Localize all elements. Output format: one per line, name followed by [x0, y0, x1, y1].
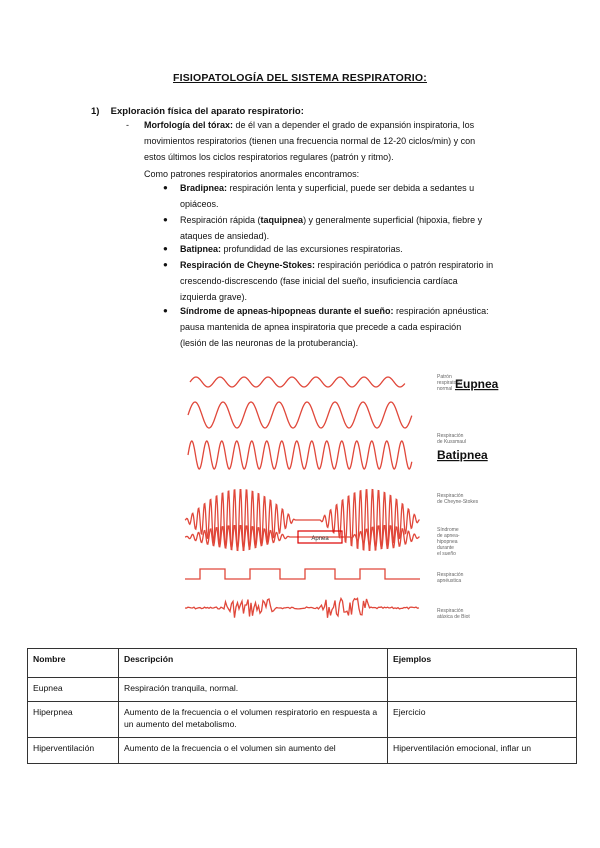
cell-ejemplos: [388, 678, 577, 702]
label-line: de Kussmaul: [437, 439, 466, 445]
section-number: 1): [91, 106, 100, 117]
pattern-label: taquipnea: [260, 215, 304, 225]
label-line: hipopnea: [437, 539, 458, 545]
wave-eupnea: [190, 377, 405, 387]
cell-nombre: Hiperpnea: [28, 702, 119, 738]
pattern-text: ) y generalmente superficial (hipoxia, fiebre y: [303, 215, 483, 225]
pattern-text: Respiración rápida (: [180, 215, 261, 225]
label-line: de Cheyne-Stokes: [437, 499, 479, 505]
section-title: Exploración física del aparato respiratorio:: [110, 106, 304, 117]
bullet-dot: ●: [163, 306, 168, 315]
pattern-text: ataques de ansiedad).: [180, 231, 270, 242]
label-line: Respiración: [437, 433, 464, 439]
pattern-text: respiración lenta y superficial, puede ser debida a sedantes u: [227, 183, 475, 193]
pattern-cheyne-stokes: [180, 257, 540, 306]
pattern-label: Batipnea:: [180, 244, 222, 254]
morfologia-label: Morfología del tórax:: [144, 120, 234, 130]
pattern-batipnea: [180, 241, 540, 257]
wave-biot: [185, 598, 419, 617]
bullet-dot: ●: [163, 244, 168, 253]
bullet-dot: ●: [163, 215, 168, 224]
bullet-dot: ●: [163, 183, 168, 192]
pattern-text: (lesión de las neuronas de la protuberancia).: [180, 338, 359, 349]
cell-descripcion: Respiración tranquila, normal.: [119, 678, 388, 702]
table-row: [28, 678, 577, 702]
label-biot: [437, 608, 470, 620]
morfologia-paragraph: [144, 117, 534, 182]
pattern-text: crescendo-discrescendo (fase inicial del sueño, insuficiencia cardíaca: [180, 276, 458, 287]
respiration-table: [27, 648, 577, 764]
label-line: durante: [437, 545, 454, 551]
patrones-intro: Como patrones respiratorios anormales encontramos:: [144, 168, 360, 179]
header-ejemplos: Ejemplos: [388, 649, 577, 678]
label-line: Respiración: [437, 493, 464, 499]
cell-descripcion: Aumento de la frecuencia o el volumen respiratorio en respuesta a un aumento del metabolismo.: [119, 702, 388, 738]
bullet-dot: ●: [163, 260, 168, 269]
cell-nombre: Hiperventilación: [28, 738, 119, 764]
handwritten-eupnea: Eupnea: [455, 377, 499, 391]
section-heading: [91, 106, 304, 117]
wave-kussmaul: [188, 402, 412, 428]
wave-apneustica: [185, 569, 420, 579]
label-line: Respiración: [437, 608, 464, 614]
pattern-taquipnea: [180, 212, 540, 244]
table-row: [28, 702, 577, 738]
header-nombre: Nombre: [28, 649, 119, 678]
pattern-label: Respiración de Cheyne-Stokes:: [180, 260, 316, 270]
morfologia-text-2: movimientos respiratorios (tienen una frecuencia normal de 12-20 ciclos/min) y con: [144, 136, 476, 147]
pattern-text: izquierda grave).: [180, 292, 248, 303]
pattern-text: opiáceos.: [180, 199, 219, 210]
label-kussmaul: [437, 433, 466, 445]
table-header-row: [28, 649, 577, 678]
morfologia-text-3: estos últimos los ciclos respiratorios regulares (patrón y ritmo).: [144, 152, 394, 163]
label-line: Síndrome: [437, 527, 459, 533]
label-apneustica: [437, 572, 464, 584]
header-descripcion: Descripción: [119, 649, 388, 678]
pattern-apnea-sueno: [180, 303, 540, 352]
morfologia-text-1: de él van a depender el grado de expansión inspiratoria, los: [233, 120, 475, 130]
cell-ejemplos: Ejercicio: [388, 702, 577, 738]
pattern-text: profundidad de las excursiones respiratorias.: [221, 244, 403, 254]
label-line: respiratorio: [437, 380, 463, 386]
label-line: el sueño: [437, 551, 456, 557]
dash-bullet: -: [126, 120, 129, 130]
handwritten-batipnea: Batipnea: [437, 448, 488, 462]
table-row: [28, 738, 577, 764]
pattern-label: Bradipnea:: [180, 183, 228, 193]
label-line: atáxica de Biot: [437, 614, 470, 620]
apnea-box-label: Apnea: [311, 536, 329, 542]
label-apnea-hipopnea: [437, 527, 460, 557]
cell-descripcion: Aumento de la frecuencia o el volumen sin aumento del: [119, 738, 388, 764]
pattern-bradipnea: [180, 180, 540, 212]
label-line: de apnea-: [437, 533, 460, 539]
cell-ejemplos: Hiperventilación emocional, inflar un: [388, 738, 577, 764]
label-line: apnéustica: [437, 578, 462, 584]
wave-batipnea: [188, 441, 412, 469]
pattern-text: respiración apnéustica:: [393, 306, 489, 316]
pattern-text: respiración periódica o patrón respiratorio in: [315, 260, 494, 270]
label-line: Respiración: [437, 572, 464, 578]
breathing-patterns-figure: [180, 365, 600, 635]
pattern-label: Síndrome de apneas-hipopneas durante el sueño:: [180, 306, 394, 316]
document-title: FISIOPATOLOGÍA DEL SISTEMA RESPIRATORIO:: [173, 72, 427, 84]
cell-nombre: Eupnea: [28, 678, 119, 702]
pattern-text: pausa mantenida de apnea inspiratoria que precede a cada espiración: [180, 322, 462, 333]
label-line: Patrón: [437, 374, 452, 380]
label-line: normal: [437, 386, 453, 392]
label-cheyne-stokes: [437, 493, 479, 505]
